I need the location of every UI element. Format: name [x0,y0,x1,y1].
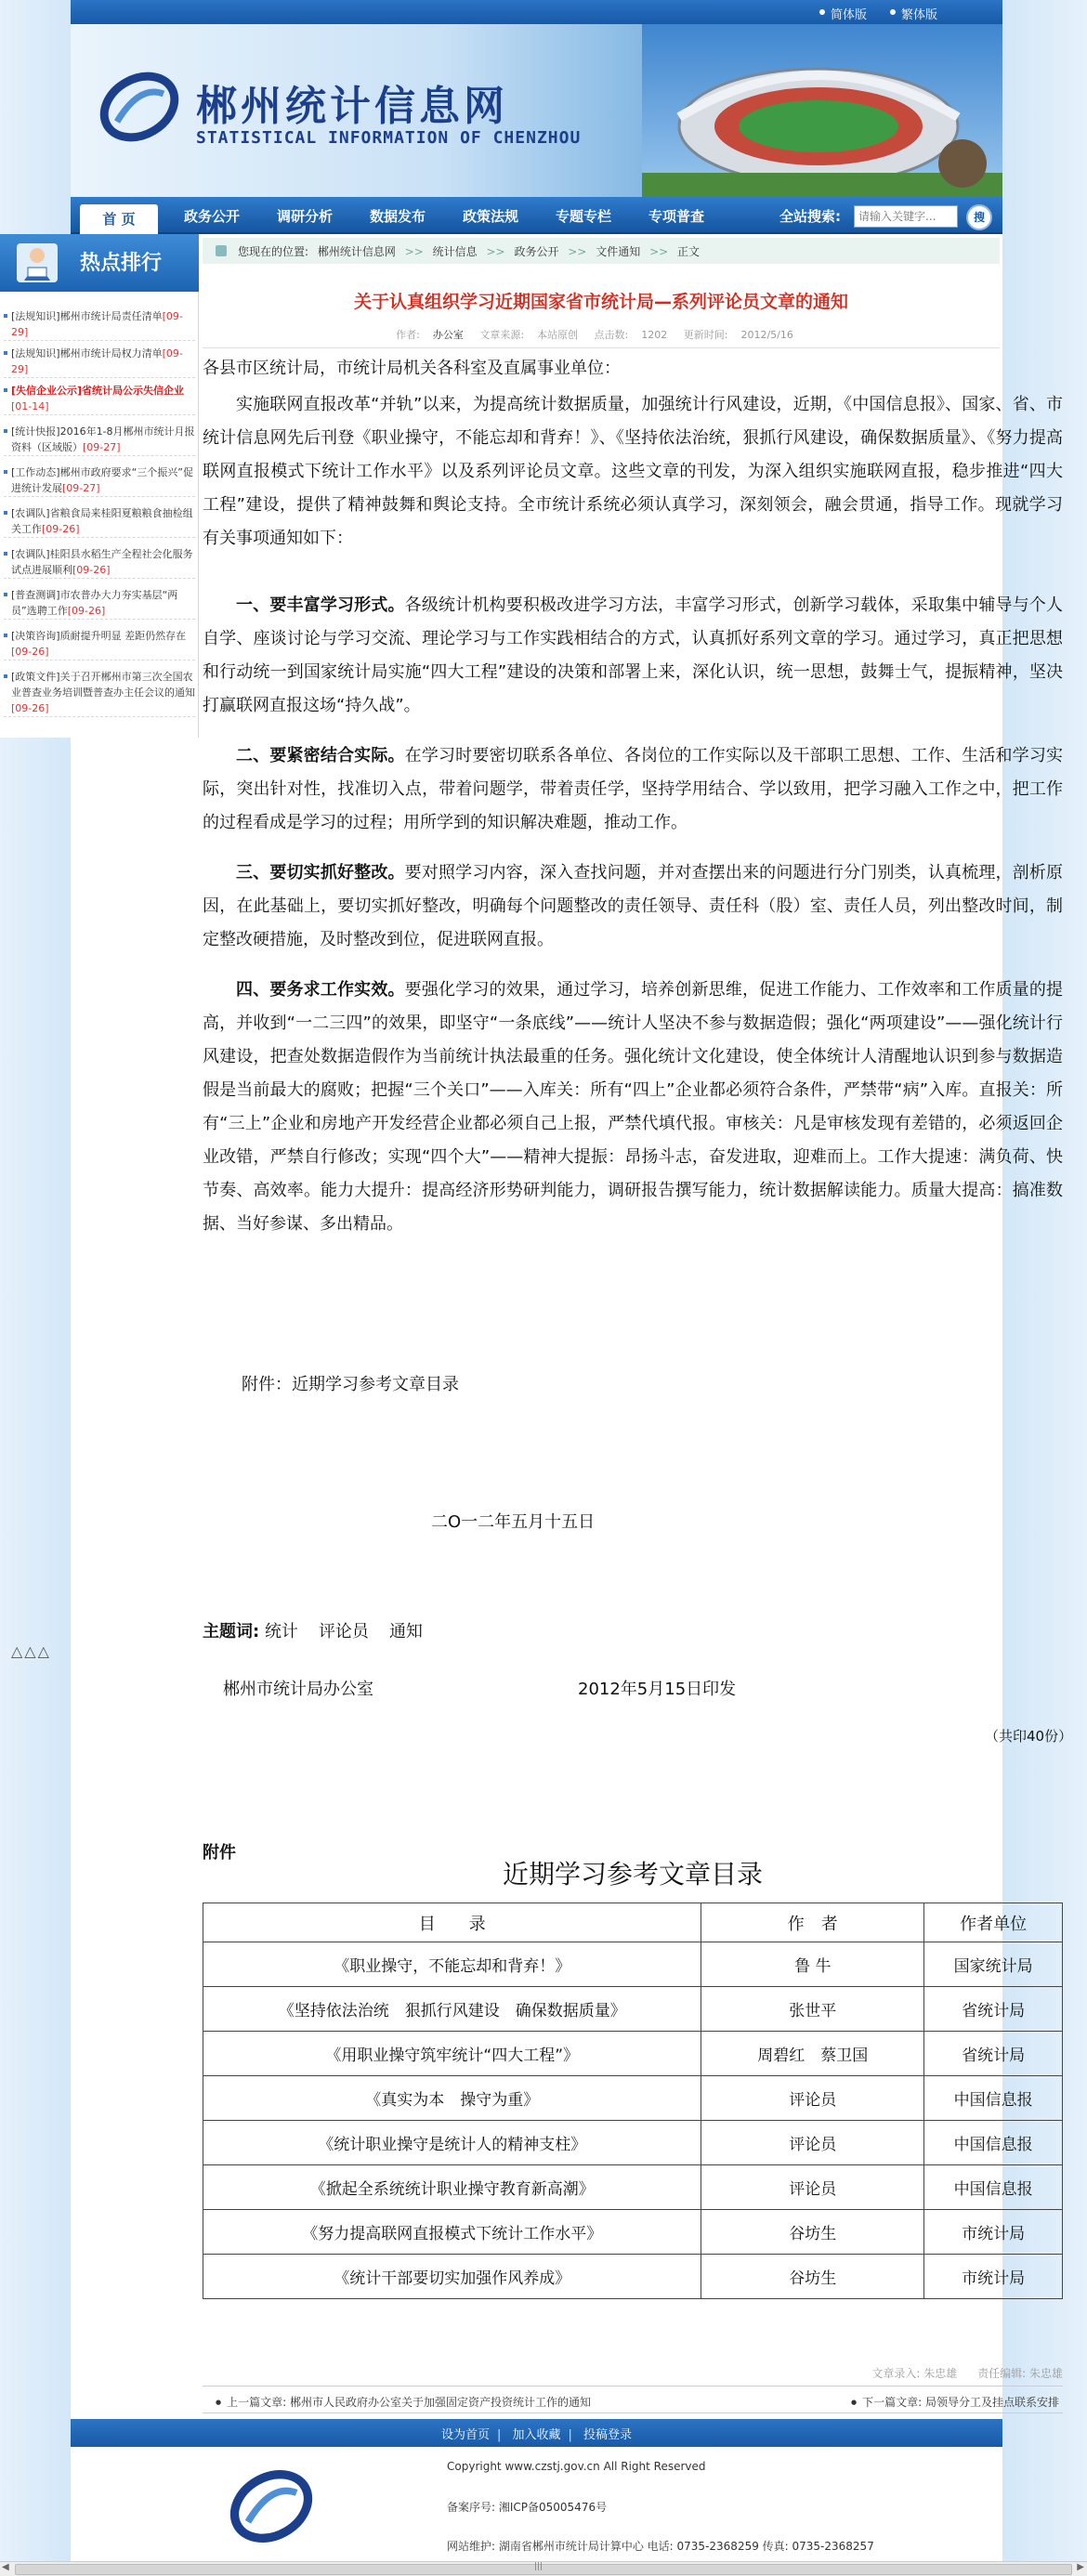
article-editors: 文章录入: 朱忠雄 责任编辑: 朱忠雄 [871,2367,1063,2380]
hot-item[interactable]: [农调队]省粮食局来桂阳夏粮粮食抽检组关工作[09-26] [4,505,195,538]
nav-policies-regulations[interactable]: 政策法规 [463,208,519,225]
hot-item[interactable]: [工作动态]郴州市政府要求“三个振兴”促进统计发展[09-27] [4,464,195,497]
scrollbar-thumb[interactable] [15,2564,1072,2575]
nav-home[interactable]: 首 页 [80,204,158,234]
site-logo-icon [98,66,180,148]
attachment-note: 附件：近期学习参考文章目录 [242,1375,459,1394]
hot-item[interactable]: [政策文件]关于召开郴州市第三次全国农业普查业务培训暨普查办主任会议的通知[09-26] [4,669,195,717]
article-paragraph: 实施联网直报改革“并轨”以来，为提高统计数据质量，加强统计行风建设，近期，《中国信息报》、国家、省、市统计信息网先后刊登《职业操守，不能忘却和背弃！》、《坚持依法治统，狠抓行风建设，确保数据质量》、《努力提高联网直报模式下统计工作水平》以及系列评论员文章。这些文章的刊发，为深入组织实施联网直报，稳步推进“四大工程”建设，提供了精神鼓舞和舆论支持。全市统计系统必须认真学习，深刻领会，融会贯通，指导工作。现就学习有关事项通知如下： [203,395,1063,548]
table-row: 《职业操守，不能忘却和背弃！》 鲁 牛 国家统计局 [203,1942,1063,1987]
next-article-link[interactable]: ● 下一篇文章: 局领导分工及挂点联系安排 [851,2394,1059,2410]
article-paragraph: 四、要务求工作实效。要强化学习的效果，通过学习，培养创新思维，促进工作能力、工作效率和工作质量的提高，并收到“一二三四”的效果，即坚守“一条底线”——统计人坚决不参与数据造假；强化“两项建设”——强化统计行风建设，把查处数据造假作为当前统计执法最重的任务。强化统计文化建设，使全体统计人清醒地认识到参与数据造假是当前最大的腐败；把握“三个关口”——入库关：所有“四上”企业都必须符合条件，严禁带“病”入库。直报关：所有“三上”企业和房地产开发经营企业都必须自己上报，严禁代填代报。审核关：凡是审核发现有差错的，必须返回企业改错，严禁自行修改；实现“四个大”——精神大提振：昂扬斗志，奋发进取，迎难而上。工作大提速：满负荷、快节奏、高效率。能力大提升：提高经济形势研判能力，调研报告撰写能力，统计数据解读能力。质量大提高：搞准数据、当好参谋、多出精品。 [203,980,1064,1234]
article-paragraph: 三、要切实抓好整改。要对照学习内容，深入查找问题，并对查摆出来的问题进行分门别类，认真梳理，剖析原因，在此基础上，要切实抓好整改，明确每个问题整改的责任领导、责任科（股）室、责任人员，列出整改时间，制定整改硬措施，及时整改到位，促进联网直报。 [203,863,1064,949]
set-homepage-link[interactable]: 设为首页 [440,2428,490,2442]
table-row: 《真实为本 操守为重》 评论员 中国信息报 [203,2076,1063,2121]
submit-login-link[interactable]: 投稿登录 [583,2428,633,2442]
table-row: 《用职业操守筑牢统计“四大工程”》 周碧红 蔡卫国 省统计局 [203,2032,1063,2076]
search-label: 全站搜索: [779,208,841,225]
hot-item[interactable]: [统计快报]2016年1-8月郴州市统计月报资料（区域版）[09-27] [4,424,195,456]
breadcrumb-separator: >> [404,245,424,258]
nav-census[interactable]: 专项普查 [648,208,705,225]
copies-count: （共印40份） [985,1728,1073,1745]
breadcrumb-separator: >> [649,245,669,258]
article-paragraph: 一、要丰富学习形式。各级统计机构要积极改进学习方法，丰富学习形式，创新学习载体，采取集中辅导与个人自学、座谈讨论与学习交流、理论学习与工作实践相结合的方式，认真抓好系列文章的学习。通过学习，真正把思想和行动统一到国家统计局实施“四大工程”建设的决策和部署上来，深化认识，统一思想，鼓舞士气，提振精神，坚决打赢联网直报这场“持久战”。 [203,595,1064,715]
breadcrumb-item: 正文 [677,245,701,258]
divider [203,347,1000,348]
breadcrumb-item[interactable]: 统计信息 [432,245,478,258]
triangle-markers: △△△ [11,1642,51,1660]
article-meta: 作者: 办公室 文章来源: 本站原创 点击数: 1202 更新时间: 2012/5/16 [396,329,793,341]
hot-item[interactable]: [普查测调]市农普办大力夯实基层“两员”选聘工作[09-26] [4,587,195,620]
bullet-icon [819,9,825,15]
article-author: 办公室 [432,329,464,341]
issue-date: 2012年5月15日印发 [578,1680,737,1699]
hot-item[interactable]: [失信企业公示]省统计局公示失信企业[01-14] [4,383,195,415]
article-title: 关于认真组织学习近期国家省市统计局—系列评论员文章的通知 [353,292,848,312]
article-updated: 2012/5/16 [740,329,793,341]
hot-item[interactable]: [决策咨询]质耐提升明显 差距仍然存在[09-26] [4,628,195,660]
table-row: 《努力提高联网直报模式下统计工作水平》 谷坊生 市统计局 [203,2210,1063,2255]
nav-data-release[interactable]: 数据发布 [370,208,426,225]
issuing-office: 郴州市统计局办公室 [223,1680,373,1699]
table-row: 《坚持依法治统 狠抓行风建设 确保数据质量》 张世平 省统计局 [203,1987,1063,2032]
hot-ranking-title: 热点排行 [80,252,163,275]
hot-ranking-sidebar [0,234,199,738]
copyright-text: Copyright www.czstj.gov.cn All Right Reserved [447,2460,706,2473]
footer-logo-icon [229,2464,314,2549]
table-row: 《掀起全系统统计职业操守教育新高潮》 评论员 中国信息报 [203,2165,1063,2210]
footer [71,2447,1002,2564]
table-row: 《统计干部要切实加强作风养成》 谷坊生 市统计局 [203,2255,1063,2299]
nav-government-affairs[interactable]: 政务公开 [184,208,241,225]
document-date: 二O一二年五月十五日 [431,1512,596,1532]
simplified-chinese-link[interactable]: 简体版 [831,8,868,22]
nav-research-analysis[interactable]: 调研分析 [277,208,334,225]
table-row: 《统计职业操守是统计人的精神支柱》 评论员 中国信息报 [203,2121,1063,2165]
keywords: 主题词: 统计 评论员 通知 [203,1622,423,1641]
hot-ranking-header [0,234,199,292]
footer-links-bar: 设为首页 | 加入收藏 | 投稿登录 [71,2419,1002,2447]
search-input[interactable] [854,205,958,228]
horizontal-scrollbar[interactable] [0,2561,1087,2576]
location-icon [216,245,227,256]
breadcrumb-prefix: 您现在的位置: [238,245,309,258]
hot-item[interactable]: [农调队]桂阳县水稻生产全程社会化服务试点进展顺利[09-26] [4,546,195,579]
breadcrumb [203,238,1000,264]
nav-special-topics[interactable]: 专题专栏 [556,208,612,225]
breadcrumb-item[interactable]: 政务公开 [514,245,559,258]
article-salutation: 各县市区统计局，市统计局机关各科室及直属事业单位： [203,359,621,378]
person-reading-icon [15,240,59,284]
stadium-image-icon [642,24,1002,197]
site-subtitle: STATISTICAL INFORMATION OF CHENZHOU [196,128,582,148]
hot-item[interactable]: [法规知识]郴州市统计局权力清单[09-29] [4,346,195,378]
article-hits: 1202 [641,329,668,341]
article-source: 本站原创 [537,329,579,341]
attachment-label: 附件 [203,1843,236,1863]
previous-article-link[interactable]: ● 上一篇文章: 郴州市人民政府办公室关于加强固定资产投资统计工作的通知 [216,2394,591,2410]
breadcrumb-item[interactable]: 郴州统计信息网 [317,245,396,258]
table-header-row: 目 录 作 者 作者单位 [203,1903,1063,1942]
reference-table-title: 近期学习参考文章目录 [502,1859,763,1890]
maintenance-text: 网站维护: 湖南省郴州市统计局计算中心 电话: 0735-2368259 传真: 0735-2368257 [447,2540,874,2553]
hot-item[interactable]: [法规知识]郴州市统计局责任清单[09-29] [4,308,195,341]
article-navigation [203,2386,1063,2413]
scroll-left-icon[interactable]: ◀ [2,2562,9,2572]
article-paragraph: 二、要紧密结合实际。在学习时要密切联系各单位、各岗位的工作实际以及干部职工思想、工作、生活和学习实际，突出针对性，找准切入点，带着问题学，带着责任学，坚持学用结合、学以致用，把学习融入工作之中，把工作的过程看成是学习的过程；用所学到的知识解决难题，推动工作。 [203,746,1064,832]
site-title: 郴州统计信息网 [196,83,508,130]
scrollbar-grip-icon: ||| [534,2562,544,2571]
breadcrumb-item[interactable]: 文件通知 [596,245,641,258]
site-banner [71,24,1002,197]
icp-text: 备案序号: 湘ICP备05005476号 [447,2501,608,2514]
reference-articles-table [203,1903,1063,2299]
scroll-right-icon[interactable]: ▶ [1077,2562,1084,2572]
main-nav [71,197,1002,234]
search-button[interactable]: 搜 [966,204,992,230]
traditional-chinese-link[interactable]: 繁体版 [901,8,938,22]
breadcrumb-separator: >> [486,245,505,258]
top-bar [71,0,1002,24]
bullet-icon [890,9,896,15]
add-favorite-link[interactable]: 加入收藏 [512,2428,561,2442]
breadcrumb-separator: >> [568,245,587,258]
